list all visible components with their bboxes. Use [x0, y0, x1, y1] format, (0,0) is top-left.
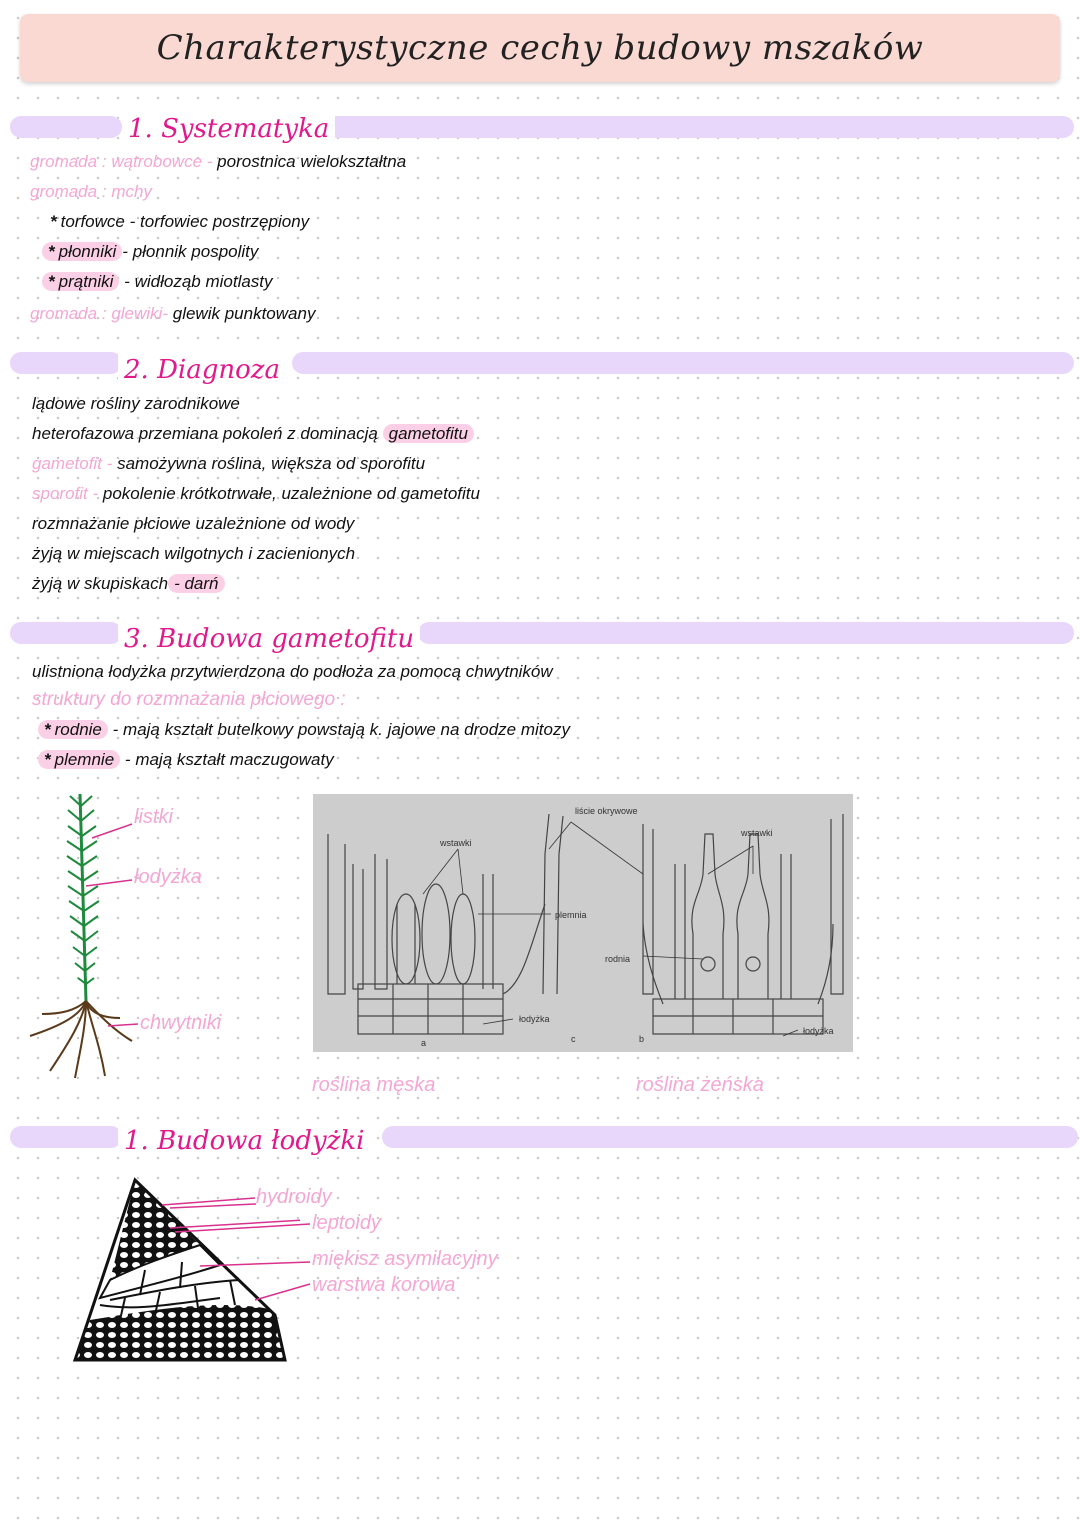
gametophyte-sub: struktury do rozmnażania płciowego : [32, 689, 346, 710]
diagnosis-line-5: rozmnażanie płciowe uzależnione od wody [32, 514, 355, 533]
diagnosis-line-1: lądowe rośliny zarodnikowe [32, 394, 240, 413]
systematics-line-1: gromada : wątrobowce - porostnica wielokształtna [30, 152, 407, 171]
diagnosis-line-2: heterofazowa przemiana pokoleń z dominacją gametofitu [32, 422, 474, 446]
gametophyte-intro: ulistniona łodyżka przytwierdzona do podłoża za pomocą chwytników [32, 662, 553, 681]
systematics-line-6: gromada : glewiki- glewik punktowany [30, 304, 316, 323]
diagnosis-line-7: żyją w skupiskach - darń [32, 572, 225, 596]
moss-plant-drawing [20, 786, 140, 1086]
caption-female-plant: roślina żeńska [636, 1074, 764, 1096]
plant-label-listki: listki [134, 806, 173, 828]
section-title-diagnoza: 2. Diagnoza [118, 355, 286, 385]
photo-label-archegonium: rodnia [605, 954, 631, 964]
photo-label-stem-right: łodyżka [803, 1026, 834, 1036]
gametangia-photo [313, 794, 853, 1052]
photo-label-stem-left: łodyżka [519, 1014, 550, 1024]
plant-label-chwytniki: chwytniki [140, 1012, 222, 1034]
photo-label-inserts-left: wstawki [440, 838, 472, 848]
photo-label-antheridium: plemnia [555, 910, 587, 920]
stem-label-warstwa-korowa: warstwa korowa [312, 1274, 456, 1296]
title-banner [20, 14, 1060, 82]
stem-pointer-lines [170, 1200, 330, 1310]
section-title-budowa-lodyzki: 1. Budowa łodyżki [118, 1126, 370, 1156]
section-bar-left [10, 352, 122, 374]
systematics-line-3: * torfowce - torfowiec postrzępiony [50, 212, 310, 231]
section-bar-left [10, 622, 122, 644]
plant-label-lodyzka: łodyżka [134, 866, 202, 888]
diagnosis-line-3: gametofit - samożywna roślina, większa od sporofitu [32, 454, 426, 473]
section-title-systematyka: 1. Systematyka [122, 114, 335, 144]
photo-label-leaves: liście okrywowe [575, 806, 638, 816]
section-bar-right [292, 352, 1074, 374]
page-title: Charakterystyczne cechy budowy mszaków [156, 28, 924, 68]
photo-label-a: a [421, 1038, 427, 1048]
section-bar-right [418, 622, 1074, 644]
stem-label-leptoidy: leptoidy [312, 1212, 381, 1234]
section-bar-right [318, 116, 1074, 138]
photo-label-b: b [639, 1034, 645, 1044]
section-bar-right [382, 1126, 1078, 1148]
gametophyte-item-rodnie: * rodnie - mają kształt butelkowy powstają k. jajowe na drodze mitozy [38, 718, 570, 742]
section-bar-left [10, 1126, 122, 1148]
caption-male-plant: roślina męska [312, 1074, 436, 1096]
stem-label-hydroidy: hydroidy [256, 1186, 332, 1208]
diagnosis-line-6: żyją w miejscach wilgotnych i zacienionych [32, 544, 356, 563]
photo-label-c: c [571, 1034, 576, 1044]
diagnosis-line-4: sporofit - pokolenie krótkotrwałe, uzależnione od gametofitu [32, 484, 480, 503]
photo-label-inserts-right: wstawki [741, 828, 773, 838]
section-bar-left [10, 116, 122, 138]
systematics-line-4: * płonniki - płonnik pospolity [42, 240, 258, 264]
gametophyte-item-plemnie: * plemnie - mają kształt maczugowaty [38, 748, 334, 772]
section-title-budowa-gametofitu: 3. Budowa gametofitu [118, 624, 420, 654]
stem-label-miekisz: miękisz asymilacyjny [312, 1248, 498, 1270]
systematics-line-5: * prątniki - widłoząb miotlasty [42, 270, 273, 294]
systematics-line-2: gromada : mchy [30, 182, 152, 201]
